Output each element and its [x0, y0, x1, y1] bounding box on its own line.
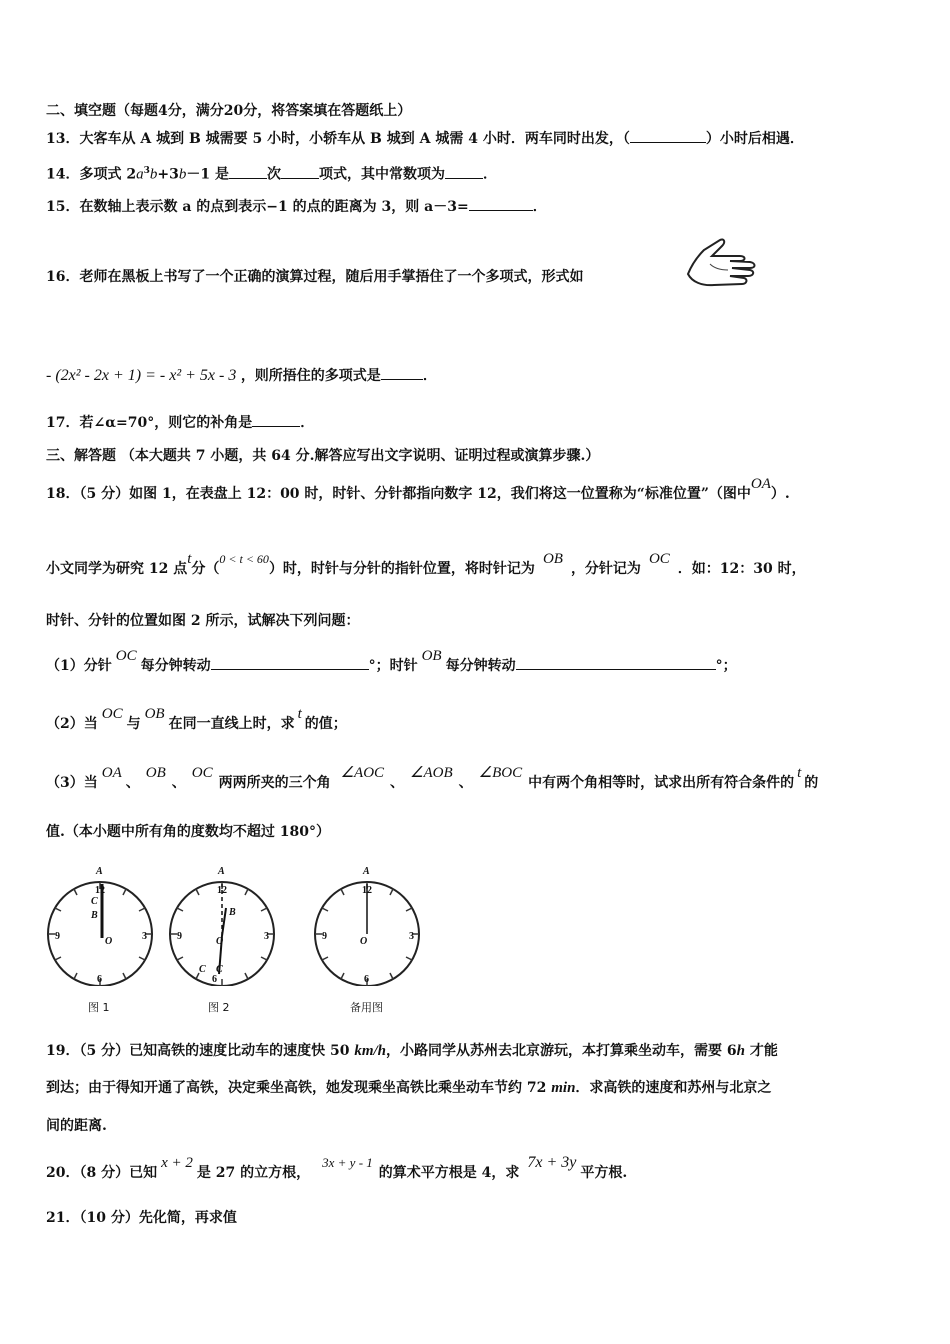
clock1-label-O: O [105, 936, 113, 947]
clock2-label-3: 3 [264, 931, 269, 942]
clock3-label-O: O [360, 936, 368, 947]
q18-p3-sep2: 、 [171, 775, 186, 791]
q18-text2c: ）时，时针与分针的指针位置，将时针记为 [268, 561, 535, 577]
q17-text-end: ． [300, 415, 315, 431]
q18-text2a: 小文同学为研究 12 点 [46, 561, 188, 577]
q14-blank-terms[interactable] [281, 164, 319, 179]
clock1-label-6: 6 [97, 974, 102, 985]
clock2-label-6: 6 [212, 974, 217, 985]
clock3-label-12: 12 [362, 885, 372, 896]
q19-text2: 到达；由于得知开通了高铁，决定乘坐高铁，她发现乘坐高铁比乘坐动车节约 72 [46, 1080, 547, 1096]
q18-part2 [46, 706, 347, 734]
clock2-label-B: B [229, 907, 236, 918]
q18-p1-blank-minute[interactable] [211, 655, 369, 670]
q16-text: 16．老师在黑板上书写了一个正确的演算过程，随后用手掌捂住了一个多项式，形式如 [46, 269, 584, 285]
clock2-label-O: O [216, 936, 224, 947]
q19-text2b: ．求高铁的速度和苏州与北京之 [575, 1080, 772, 1096]
q18-p1-OB: OB [421, 648, 442, 664]
q18-p2-t: t [297, 706, 302, 722]
q18-OA: OA [750, 476, 771, 492]
q15-blank[interactable] [469, 196, 533, 211]
q16-formula: - (2x² - 2x + 1) = - x² + 5x - 3 [46, 367, 237, 384]
question-20 [46, 1154, 628, 1183]
q16-after: ，则所捂住的多项式是 [240, 368, 381, 384]
q13-text-end: ）小时后相遇． [705, 131, 804, 147]
q18-p2-text: （2）当 [46, 716, 98, 732]
q18-p2-text2: 与 [126, 716, 141, 732]
q19-unit-kmh: km/h [354, 1043, 387, 1059]
q19-unit-h: h [736, 1043, 745, 1059]
q18-p2-OC: OC [101, 706, 123, 722]
clock2-label-12: 12 [217, 885, 227, 896]
q19-line1 [46, 1041, 778, 1061]
q18-part3-cont: 值.（本小题中所有角的度数均不超过 180°） [46, 824, 330, 840]
q14-var-b: b [149, 166, 158, 183]
section2-heading: 二、填空题（每题4分，满分20分，将答案填在答题纸上） [46, 103, 412, 119]
q18-p2-text3: 在同一直线上时，求 [168, 716, 295, 732]
q20-expr2: 3x + y - 1 [322, 1155, 373, 1170]
q15-text: 15．在数轴上表示数 a 的点到表示−1 的点的距离为 3，则 a－3= [46, 199, 469, 215]
question-15 [46, 196, 547, 217]
clock3-label-3: 3 [409, 931, 414, 942]
q19-text1: 19．（5 分）已知高铁的速度比动车的速度快 50 [46, 1043, 350, 1059]
q18-p3-OA: OA [101, 765, 122, 781]
q14-text2: －1 是 [186, 166, 229, 183]
clock-figure-1 [44, 862, 160, 986]
question-14 [46, 161, 497, 185]
q20-text: 20．（8 分）已知 [46, 1165, 158, 1181]
q19-line2 [46, 1078, 771, 1098]
question-13 [46, 128, 804, 149]
q17-text: 17．若∠α=70°，则它的补角是 [46, 415, 253, 431]
q14-text3: 次 [266, 166, 281, 183]
q20-expr1: x + 2 [161, 1155, 193, 1171]
q15-text-end: ． [532, 199, 547, 215]
q18-p1-blank-hour[interactable] [516, 655, 716, 670]
q14-var-b2: b [178, 166, 187, 183]
clock3-caption: 备用图 [350, 1001, 383, 1014]
q18-p3-angle-boc: ∠BOC [478, 765, 523, 781]
q20-text3: 的算术平方根是 4，求 [378, 1165, 520, 1181]
q18-p3-text: （3）当 [46, 775, 98, 791]
q18-text2e: ．如：12：30 时， [677, 561, 806, 577]
q18-OB: OB [542, 551, 563, 567]
q18-p3-sep3: 、 [390, 775, 405, 791]
clock3-label-9: 9 [322, 931, 327, 942]
q18-p3-sep1: 、 [125, 775, 140, 791]
q14-blank-degree[interactable] [229, 164, 267, 179]
q18-part3 [46, 765, 819, 793]
q18-p3-sep4: 、 [458, 775, 473, 791]
q18-line2 [46, 551, 806, 579]
q18-p1-text5: °； [715, 658, 737, 674]
q18-text2b: 分（ [191, 561, 220, 577]
clock2-caption: 图 2 [208, 1001, 230, 1014]
q17-blank[interactable] [252, 412, 300, 427]
q18-p2-text4: 的值； [304, 716, 347, 732]
q18-p1-text3: °；时针 [368, 658, 418, 674]
q16-formula-line [46, 365, 437, 386]
clock1-label-3: 3 [142, 931, 147, 942]
q18-p3-OB: OB [145, 765, 166, 781]
q20-expr3: 7x + 3y [527, 1154, 577, 1171]
question-17 [46, 412, 314, 433]
q20-text4: 平方根. [580, 1165, 628, 1181]
q19-unit-min: min [551, 1080, 576, 1096]
question-21: 21．（10 分）先化简，再求值 [46, 1210, 237, 1226]
q19-text1b: ，小路同学从苏州去北京游玩，本打算乘坐动车，需要 6 [386, 1043, 737, 1059]
q13-blank[interactable] [630, 128, 706, 143]
q14-text-end: ． [482, 166, 497, 183]
clock2-label-C: C [199, 964, 206, 975]
clock1-label-12: 12 [95, 885, 105, 896]
clock2-label-9: 9 [177, 931, 182, 942]
q18-p3-text3: 中有两个角相等时，试求出所有符合条件的 [528, 775, 795, 791]
q16-end: ． [422, 368, 437, 384]
clock3-label-6: 6 [364, 974, 369, 985]
clock1-face [48, 882, 152, 986]
q18-text1-end: ）. [770, 486, 790, 502]
q14-text: 14．多项式 2 [46, 166, 137, 183]
q18-p1-text: （1）分针 [46, 658, 112, 674]
q18-p3-angle-aob: ∠AOB [410, 765, 453, 781]
q19-text1c: 才能 [749, 1043, 778, 1059]
q18-line1 [46, 476, 790, 504]
q18-p1-text2: 每分钟转动 [140, 658, 211, 674]
q18-line3: 时针、分针的位置如图 2 所示，试解决下列问题： [46, 613, 360, 629]
clock1-caption: 图 1 [88, 1001, 110, 1014]
q14-text4: 项式，其中常数项为 [318, 166, 445, 183]
q18-p2-OB: OB [144, 706, 165, 722]
clock-figure-2 [166, 862, 282, 986]
q14-var-a: a [136, 166, 144, 183]
q16-blank[interactable] [381, 365, 423, 380]
q14-exp: 3 [143, 166, 150, 176]
q18-text2d: ，分针记为 [570, 561, 641, 577]
q14-plus: +3 [157, 166, 179, 183]
q18-p1-text4: 每分钟转动 [445, 658, 516, 674]
question-16 [46, 267, 583, 287]
q19-line3: 间的距离. [46, 1118, 107, 1134]
clock1-label-B: B [91, 910, 98, 921]
q18-part1 [46, 648, 737, 676]
q13-text: 13．大客车从 A 城到 B 城需要 5 小时，小轿车从 B 城到 A 城需 4 小时．两车同时出发，（ [46, 131, 630, 147]
q18-t: t [187, 551, 192, 567]
clock1-label-A: A [96, 866, 103, 877]
clock2-label-A: A [218, 866, 225, 877]
clock2-label-C2: C [216, 964, 223, 975]
clock-figure-spare [311, 862, 427, 986]
q14-blank-constant[interactable] [445, 164, 483, 179]
q18-p3-angle-aoc: ∠AOC [340, 765, 385, 781]
q18-range: 0 < t < 60 [219, 552, 269, 566]
q18-p3-text2: 两两所夹的三个角 [218, 775, 331, 791]
clock1-label-9: 9 [55, 931, 60, 942]
palm-hand-icon [684, 234, 760, 296]
q18-p3-t: t [797, 765, 802, 781]
section3-heading: 三、解答题 （本大题共 7 小题，共 64 分.解答应写出文字说明、证明过程或演算步骤.） [46, 448, 600, 464]
q18-p1-OC: OC [115, 648, 137, 664]
q18-OC: OC [648, 551, 670, 567]
q18-p3-OC: OC [191, 765, 213, 781]
q18-text1: 18．（5 分）如图 1，在表盘上 12：00 时，时针、分针都指向数字 12，我们将这一位置称为“标准位置”（图中 [46, 486, 751, 502]
q18-p3-text4: 的 [804, 775, 819, 791]
q20-text2: 是 27 的立方根， [196, 1165, 311, 1181]
clock1-label-C: C [91, 896, 98, 907]
clock3-label-A: A [363, 866, 370, 877]
